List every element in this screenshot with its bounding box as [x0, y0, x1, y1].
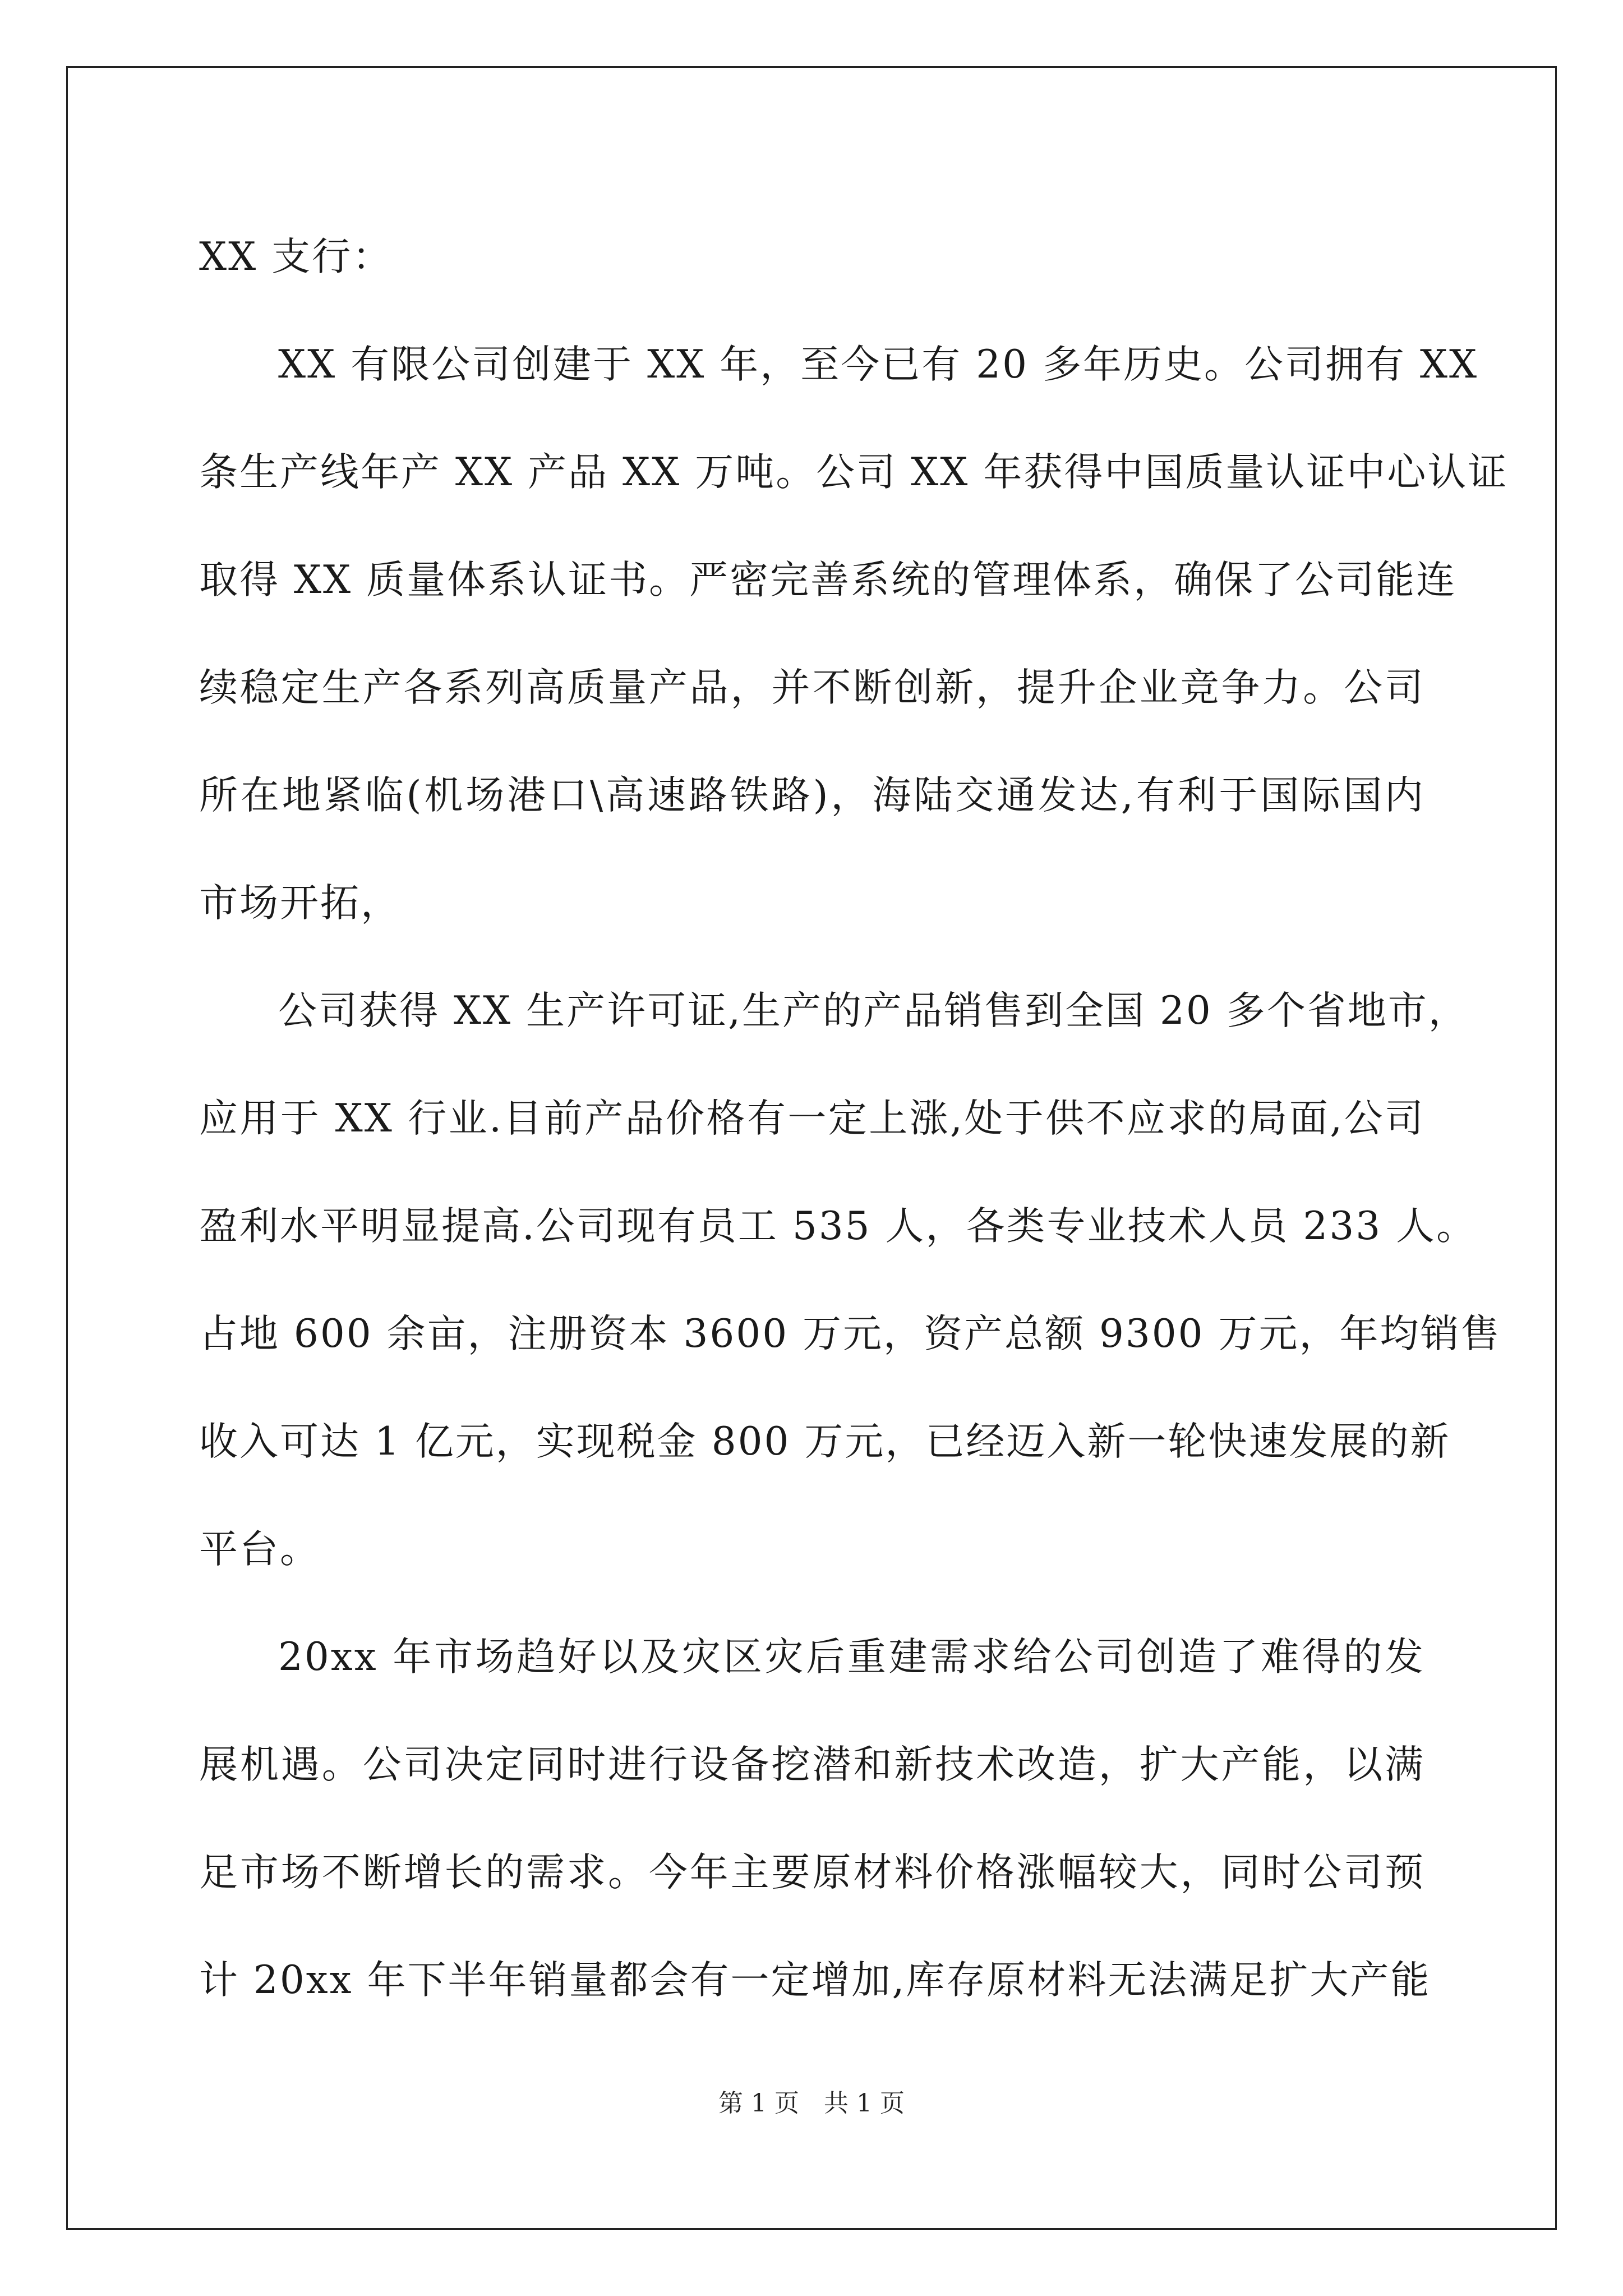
paragraph-line: 平台。: [199, 1527, 320, 1572]
paragraph-line: 足市场不断增长的需求。今年主要原材料价格涨幅较大，同时公司预: [199, 1850, 1425, 1895]
paragraph-line: 条生产线年产 XX 产品 XX 万吨。公司 XX 年获得中国质量认证中心认证: [199, 450, 1509, 495]
paragraph-3: [199, 1603, 1431, 2034]
salutation: XX 支行：: [199, 234, 393, 279]
paragraph-line: 应用于 XX 行业.目前产品价格有一定上涨,处于供不应求的局面,公司: [199, 1096, 1425, 1141]
document-body: [199, 203, 1509, 2034]
paragraph-line: XX 有限公司创建于 XX 年，至今已有 20 多年历史。公司拥有 XX: [278, 342, 1479, 387]
paragraph-line: 展机遇。公司决定同时进行设备挖潜和新技术改造，扩大产能，以满: [199, 1742, 1425, 1787]
paragraph-line: 计 20xx 年下半年销量都会有一定增加,库存原材料无法满足扩大产能: [199, 1958, 1431, 2003]
paragraph-line: 盈利水平明显提高.公司现有员工 535 人，各类专业技术人员 233 人。: [199, 1204, 1477, 1249]
paragraph-line: 取得 XX 质量体系认证书。严密完善系统的管理体系，确保了公司能连: [199, 558, 1457, 602]
paragraph-line: 20xx 年市场趋好以及灾区灾后重建需求给公司创造了难得的发: [278, 1635, 1425, 1680]
paragraph-line: 续稳定生产各系列高质量产品，并不断创新，提升企业竞争力。公司: [199, 665, 1425, 710]
page-footer: [0, 2087, 1623, 2120]
page-number: 第 1 页 共 1 页: [718, 2089, 905, 2118]
paragraph-1: [199, 311, 1509, 957]
paragraph-2: [199, 957, 1501, 1603]
paragraph-line: 收入可达 1 亿元，实现税金 800 万元，已经迈入新一轮快速发展的新: [199, 1419, 1451, 1464]
paragraph-line: 占地 600 余亩，注册资本 3600 万元，资产总额 9300 万元，年均销售: [199, 1312, 1501, 1356]
paragraph-line: 市场开拓，: [199, 881, 401, 926]
paragraph-line: 公司获得 XX 生产许可证,生产的产品销售到全国 20 多个省地市，: [278, 988, 1469, 1033]
paragraph-line: 所在地紧临(机场港口\高速路铁路)，海陆交通发达,有利于国际国内: [199, 773, 1425, 818]
